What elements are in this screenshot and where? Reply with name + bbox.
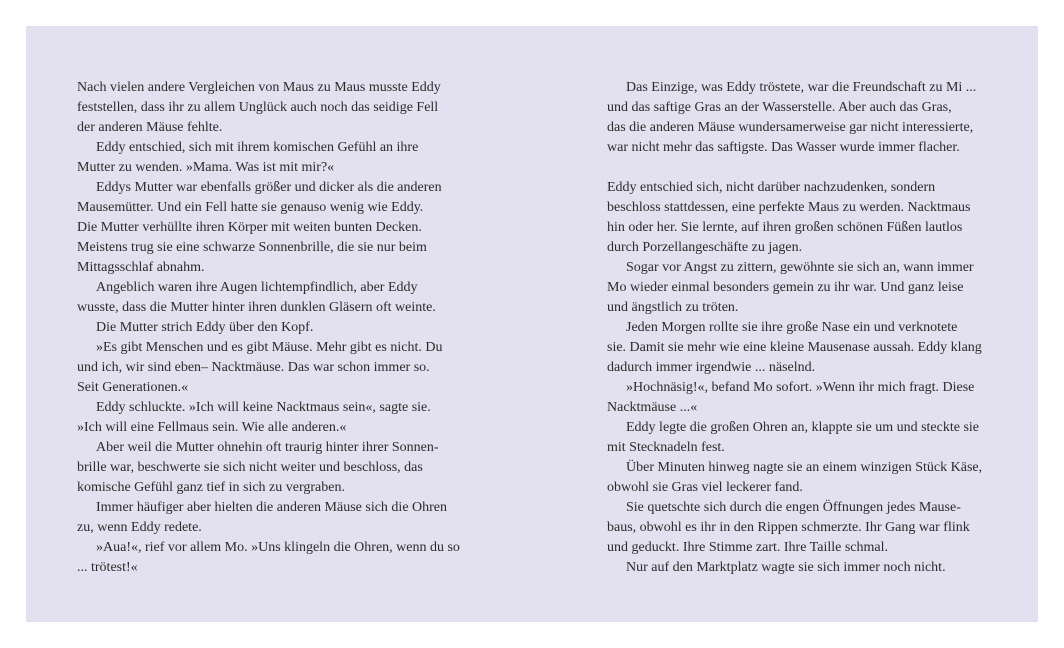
left-page-line: »Ich will eine Fellmaus sein. Wie alle anderen.« — [77, 420, 347, 435]
left-page-line: und ich, wir sind eben– Nacktmäuse. Das war schon immer so. — [77, 360, 430, 375]
right-page-line: »Hochnäsig!«, befand Mo sofort. »Wenn ihr mich fragt. Diese — [626, 380, 975, 395]
right-page-line: war nicht mehr das saftigste. Das Wasser wurde immer flacher. — [607, 140, 960, 155]
left-page-line: Eddys Mutter war ebenfalls größer und dicker als die anderen — [96, 180, 442, 195]
left-page-line: feststellen, dass ihr zu allem Unglück auch noch das seidige Fell — [77, 100, 439, 115]
left-page-line: komische Gefühl ganz tief in sich zu vergraben. — [77, 480, 345, 495]
right-page-line: Mo wieder einmal besonders gemein zu ihr war. Und ganz leise — [607, 280, 964, 295]
left-page-line: Mausemütter. Und ein Fell hatte sie genauso wenig wie Eddy. — [77, 200, 424, 215]
right-page-line — [607, 158, 1007, 178]
right-page-line: Nacktmäuse ...« — [607, 400, 698, 415]
left-page-line: Mutter zu wenden. »Mama. Was ist mit mir?« — [77, 160, 335, 175]
left-page-line: Eddy entschied, sich mit ihrem komischen Gefühl an ihre — [96, 140, 419, 155]
right-page-line: Eddy entschied sich, nicht darüber nachzudenken, sondern — [607, 180, 936, 195]
right-page-line: Eddy legte die großen Ohren an, klappte sie um und steckte sie — [626, 420, 980, 435]
right-page-line: und das saftige Gras an der Wasserstelle. Aber auch das Gras, — [607, 100, 952, 115]
left-page-line: ... trötest!« — [77, 560, 138, 575]
left-page-line: brille war, beschwerte sie sich nicht weiter und beschloss, das — [77, 460, 423, 475]
left-page-line: Mittagsschlaf abnahm. — [77, 260, 205, 275]
left-page-line: Nach vielen andere Vergleichen von Maus zu Maus musste Eddy — [77, 80, 441, 95]
right-page-line: Jeden Morgen rollte sie ihre große Nase ein und verknotete — [626, 320, 958, 335]
right-page-line: obwohl sie Gras viel leckerer fand. — [607, 480, 803, 495]
right-page-line: mit Stecknadeln fest. — [607, 440, 725, 455]
right-page-line: und geduckt. Ihre Stimme zart. Ihre Taille schmal. — [607, 540, 889, 555]
right-page-line: Das Einzige, was Eddy tröstete, war die Freundschaft zu Mi ... — [626, 80, 977, 95]
left-page-line: »Aua!«, rief vor allem Mo. »Uns klingeln die Ohren, wenn du so — [96, 540, 460, 555]
left-page-line: Seit Generationen.« — [77, 380, 189, 395]
right-page-line: Sogar vor Angst zu zittern, gewöhnte sie sich an, wann immer — [626, 260, 974, 275]
right-page-line: dadurch immer irgendwie ... näselnd. — [607, 360, 816, 375]
left-page-line: Die Mutter strich Eddy über den Kopf. — [96, 320, 314, 335]
right-page-line: baus, obwohl es ihr in den Rippen schmerzte. Ihr Gang war flink — [607, 520, 970, 535]
left-page-line: Eddy schluckte. »Ich will keine Nacktmaus sein«, sagte sie. — [96, 400, 431, 415]
left-page-line: Aber weil die Mutter ohnehin oft traurig hinter ihrer Sonnen- — [96, 440, 439, 455]
right-page-line: Über Minuten hinweg nagte sie an einem winzigen Stück Käse, — [626, 460, 983, 475]
right-page-line: beschloss stattdessen, eine perfekte Maus zu werden. Nacktmaus — [607, 200, 971, 215]
left-page-line: Angeblich waren ihre Augen lichtempfindlich, aber Eddy — [96, 280, 418, 295]
left-page — [77, 78, 477, 578]
book-spread — [26, 26, 1038, 622]
right-page-line: hin oder her. Sie lernte, auf ihren großen schönen Füßen lautlos — [607, 220, 963, 235]
right-page-line: durch Porzellangeschäfte zu jagen. — [607, 240, 803, 255]
left-page-line: der anderen Mäuse fehlte. — [77, 120, 223, 135]
right-page-line: Nur auf den Marktplatz wagte sie sich immer noch nicht. — [626, 560, 946, 575]
left-page-line: wusste, dass die Mutter hinter ihren dunklen Gläsern oft weinte. — [77, 300, 436, 315]
left-page-line: Immer häufiger aber hielten die anderen Mäuse sich die Ohren — [96, 500, 448, 515]
left-page-line: zu, wenn Eddy redete. — [77, 520, 202, 535]
left-page-line: »Es gibt Menschen und es gibt Mäuse. Mehr gibt es nicht. Du — [96, 340, 443, 355]
left-page-line: Meistens trug sie eine schwarze Sonnenbrille, die sie nur beim — [77, 240, 427, 255]
right-page-line: und ängstlich zu tröten. — [607, 300, 739, 315]
right-page-line: sie. Damit sie mehr wie eine kleine Mausenase aussah. Eddy klang — [607, 340, 982, 355]
right-page-line: das die anderen Mäuse wundersamerweise gar nicht interessierte, — [607, 120, 974, 135]
right-page — [607, 78, 1007, 578]
left-page-line: Die Mutter verhüllte ihren Körper mit weiten bunten Decken. — [77, 220, 422, 235]
right-page-line: Sie quetschte sich durch die engen Öffnungen jedes Mause- — [626, 500, 961, 515]
